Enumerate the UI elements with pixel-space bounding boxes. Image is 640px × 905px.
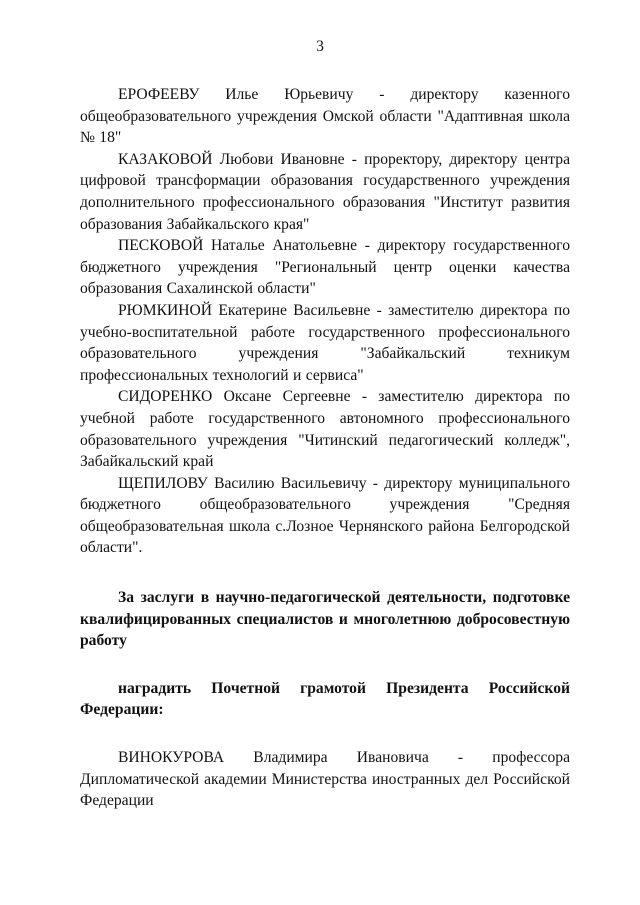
merit-heading: За заслуги в научно-педагогической деятельности, подготовке квалифицированных специалистов и многолетнюю добросовестную работу — [80, 589, 570, 650]
awardee-paragraph: ЩЕПИЛОВУ Василию Васильевичу - директору муниципального бюджетного общеобразовательного учреждения "Средняя общеобразовательная школа с.Лозное Чернянского района Белгородской области". — [80, 474, 570, 557]
awardee-paragraph: ЕРОФЕЕВУ Илье Юрьевичу - директору казенного общеобразовательного учреждения Омской области "Адаптивная школа № 18" — [80, 86, 570, 147]
awardee-paragraph: КАЗАКОВОЙ Любови Ивановне - проректору, директору центра цифровой трансформации образования государственного учреждения дополнительного профессионального образования "Институт развития образования Забайкальского края" — [80, 150, 570, 233]
awardee-paragraph: ВИНОКУРОВА Владимира Ивановича - профессора Дипломатической академии Министерства иностранных дел Российской Федерации — [80, 749, 570, 810]
document-body — [80, 84, 570, 812]
award-heading: наградить Почетной грамотой Президента Российской Федерации: — [80, 679, 570, 719]
awardee-paragraph: ПЕСКОВОЙ Наталье Анатольевне - директору государственного бюджетного учреждения "Региональный центр оценки качества образования Сахалинской области" — [80, 237, 570, 298]
page-number: 3 — [316, 38, 324, 55]
awardee-paragraph: РЮМКИНОЙ Екатерине Васильевне - заместителю директора по учебно-воспитательной работе государственного профессионального образовательного учреждения "Забайкальский техникум профессиональных технологий и сервиса" — [80, 301, 570, 384]
awardee-paragraph: СИДОРЕНКО Оксане Сергеевне - заместителю директора по учебной работе государственного автономного профессионального образовательного учреждения "Читинский педагогический колледж", Забайкальский край — [80, 388, 570, 471]
